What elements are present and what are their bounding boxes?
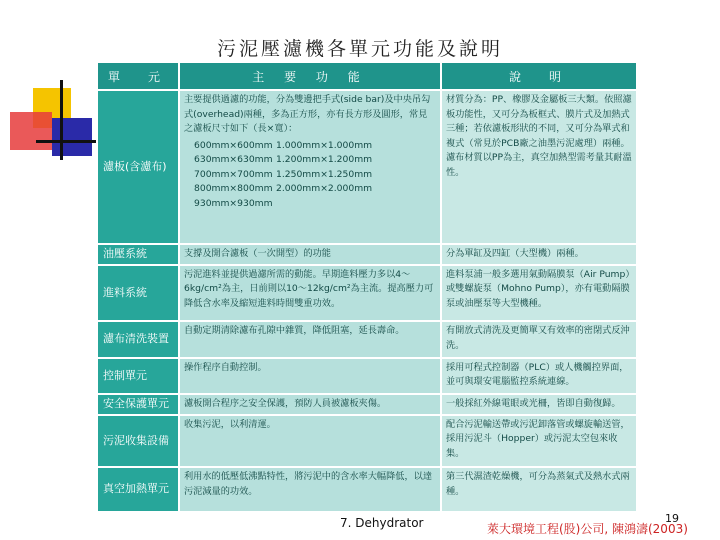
table-row: [97, 358, 637, 394]
size-value: 1.250mm×1.250mm: [276, 168, 373, 180]
description-cell: 一般採紅外線電眼或光柵，皆即自動復歸。: [441, 394, 637, 415]
unit-cell: 真空加熱單元: [97, 467, 179, 512]
table-row: [97, 321, 637, 357]
function-cell: 自動定期清除濾布孔隙中雜質，降低阻塞，延長壽命。: [179, 321, 441, 357]
units-table-container: [96, 61, 636, 513]
function-cell: 支撐及開合濾板（一次開型）的功能: [179, 244, 441, 265]
units-table: [96, 61, 638, 513]
function-cell: 操作程序自動控制。: [179, 358, 441, 394]
size-value: 1.200mm×1.200mm: [276, 154, 373, 165]
page-number: 19: [665, 512, 679, 525]
table-row: [97, 415, 637, 468]
size-row: [184, 153, 436, 168]
unit-cell: 濾板(含濾布): [97, 90, 179, 244]
decor-vertical-line: [60, 80, 63, 160]
header-unit: 單 元: [97, 62, 179, 90]
size-value: 930mm×930mm: [194, 197, 273, 209]
description-cell: 採用可程式控制器（PLC）或人機觸控界面，並可與環安電腦監控系統連線。: [441, 358, 637, 394]
function-cell: 污泥進料並提供過濾所需的動能。早期進料壓力多以4～6kg/cm²為主，日前則以10～12kg/cm²為主流。提高壓力可降低含水率及縮短進料時間雙重功效。: [179, 265, 441, 322]
unit-cell: 污泥收集設備: [97, 415, 179, 468]
footer-source: 萊大環境工程(股)公司, 陳鴻濤(2003): [487, 522, 688, 536]
footer-section-label: 7. Dehydrator: [340, 516, 424, 530]
size-row: [184, 168, 436, 183]
table-header-row: [97, 62, 637, 90]
table-row: [97, 244, 637, 265]
size-value: 2.000mm×2.000mm: [276, 183, 373, 194]
size-row: [184, 139, 436, 154]
unit-cell: 進料系統: [97, 265, 179, 322]
unit-cell: 安全保護單元: [97, 394, 179, 415]
table-row: [97, 265, 637, 322]
function-cell: 利用水的低壓低沸點特性，將污泥中的含水率大幅降低，以達污泥減量的功效。: [179, 467, 441, 512]
header-description: 說 明: [441, 62, 637, 90]
size-row: [184, 197, 436, 212]
decor-horizontal-line: [36, 140, 96, 143]
function-cell: 收集污泥，以利清運。: [179, 415, 441, 468]
size-value: 600mm×600mm: [194, 139, 273, 151]
description-cell: 分為單缸及四缸（大型機）兩種。: [441, 244, 637, 265]
function-text: 主要提供過濾的功能，分為雙邊把手式(side bar)及中央吊勾式(overhead)兩種，多為正方形，亦有長方形及圓形，常見之濾板尺寸如下（長×寬）：: [184, 94, 431, 134]
size-value: 630mm×630mm: [194, 154, 273, 165]
description-cell: 配合污泥輸送帶或污泥卸落管或螺旋輸送管，採用污泥斗（Hopper）或污泥太空包來收集。: [441, 415, 637, 468]
description-cell: 材質分為：PP、橡膠及金屬板三大類。依照濾板功能性，又可分為板框式、膜片式及加熱式三種；若依濾板形狀的不同，又可分為單式和複式（常見於PCB廠之油墨污泥處理）兩種。濾布材質以PP為主，真空加熱型需考量其耐溫性。: [441, 90, 637, 244]
unit-cell: 濾布清洗裝置: [97, 321, 179, 357]
function-cell: 濾板開合程序之安全保護，預防人員被濾板夾傷。: [179, 394, 441, 415]
size-value: 700mm×700mm: [194, 168, 273, 180]
table-row: [97, 467, 637, 512]
header-function: 主 要 功 能: [179, 62, 441, 90]
size-list: [184, 139, 436, 212]
page-title: 污泥壓濾機各單元功能及說明: [216, 38, 503, 60]
size-row: [184, 182, 436, 197]
decor-blue-square: [52, 118, 92, 156]
table-row: [97, 394, 637, 415]
size-value: 1.000mm×1.000mm: [276, 139, 373, 151]
function-cell: [179, 90, 441, 244]
table-row: [97, 90, 637, 244]
size-value: 800mm×800mm: [194, 183, 273, 194]
unit-cell: 油壓系統: [97, 244, 179, 265]
description-cell: 有開放式清洗及更簡單又有效率的密閉式反沖洗。: [441, 321, 637, 357]
unit-cell: 控制單元: [97, 358, 179, 394]
decor-red-square: [10, 112, 52, 150]
description-cell: 進料泵浦一般多選用氣動隔膜泵（Air Pump）或雙螺旋泵（Mohno Pump），亦有電動隔膜泵或油壓泵等大型機種。: [441, 265, 637, 322]
description-cell: 第三代濕渣乾燥機，可分為蒸氣式及熱水式兩種。: [441, 467, 637, 512]
